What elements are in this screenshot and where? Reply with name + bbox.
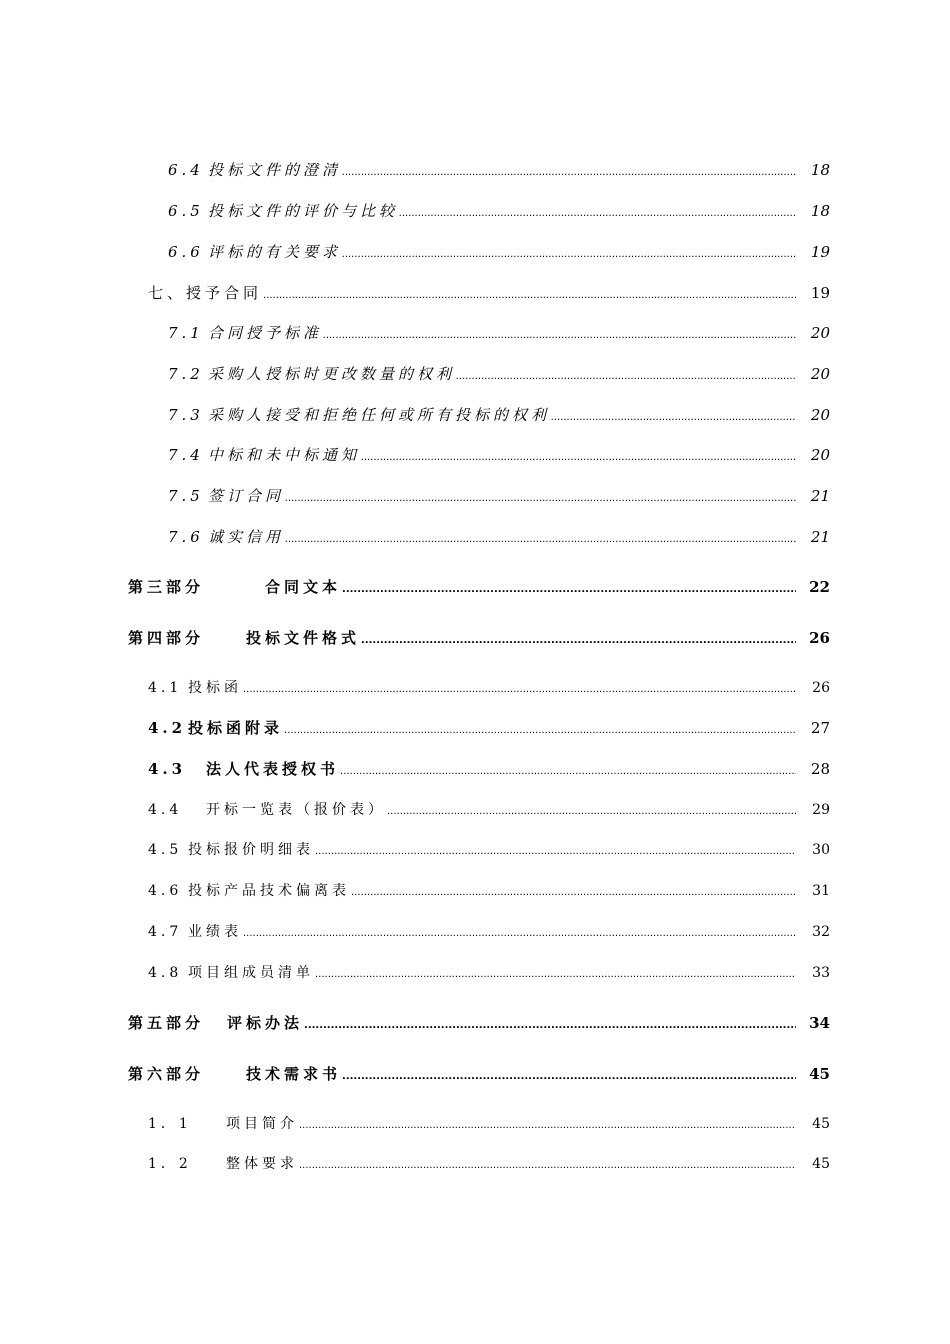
toc-entry-page: 32	[812, 924, 830, 940]
dot-leader	[304, 1014, 796, 1038]
dot-leader	[342, 1065, 796, 1089]
dot-leader	[315, 963, 796, 987]
toc-part-number: 第五部分	[128, 1014, 205, 1032]
dot-leader	[342, 161, 796, 185]
toc-part-title: 合同文本	[265, 578, 342, 596]
toc-entry-number: 4.2	[148, 719, 187, 737]
toc-entry-number: 7.4	[168, 446, 204, 464]
toc-entry-number: 4.4	[148, 802, 183, 818]
toc-entry-page: 20	[810, 365, 830, 383]
toc-entry[interactable]	[148, 676, 830, 700]
toc-entry-page: 20	[810, 406, 830, 424]
toc-part-entry[interactable]	[128, 1062, 830, 1086]
toc-entry-page: 31	[812, 883, 830, 899]
toc-entry-number: 1．2	[148, 1156, 192, 1172]
dot-leader	[299, 1154, 796, 1178]
toc-entry-number: 4.1	[148, 680, 183, 696]
dot-leader	[299, 1114, 796, 1138]
toc-part-page: 26	[809, 629, 830, 647]
toc-entry[interactable]	[168, 443, 830, 467]
toc-part-number: 第三部分	[128, 578, 205, 596]
toc-entry-page: 18	[810, 161, 830, 179]
dot-leader	[323, 324, 796, 348]
toc-entry[interactable]	[148, 838, 830, 862]
toc-entry-page: 21	[810, 528, 830, 546]
toc-entry-number: 4.8	[148, 965, 183, 981]
toc-entry-number: 7.5	[168, 487, 204, 505]
toc-entry-page: 20	[810, 324, 830, 342]
toc-entry-number: 7.6	[168, 528, 204, 546]
toc-entry-title: 采购人授标时更改数量的权利	[208, 365, 456, 383]
dot-leader	[351, 881, 796, 905]
toc-entry-title: 七、授予合同	[148, 284, 263, 302]
toc-entry-title: 整体要求	[226, 1156, 298, 1172]
toc-entry-page: 20	[810, 446, 830, 464]
toc-entry-number: 6.6	[168, 243, 204, 261]
toc-part-title: 技术需求书	[246, 1065, 342, 1083]
toc-part-number: 第四部分	[128, 629, 205, 647]
toc-part-title: 投标文件格式	[246, 629, 361, 647]
toc-entry[interactable]	[168, 321, 830, 345]
toc-entry[interactable]	[148, 961, 830, 985]
toc-entry-title: 投标文件的评价与比较	[208, 202, 399, 220]
toc-entry-title: 项目简介	[226, 1116, 298, 1132]
toc-entry[interactable]	[168, 240, 830, 264]
dot-leader	[456, 365, 796, 389]
toc-entry[interactable]	[148, 716, 830, 740]
toc-entry[interactable]	[148, 757, 830, 781]
toc-entry-title: 合同授予标准	[208, 324, 323, 342]
toc-entry-title: 投标产品技术偏离表	[188, 883, 350, 899]
toc-entry-page: 19	[810, 243, 830, 261]
toc-part-title: 评标办法	[227, 1014, 304, 1032]
toc-entry-number: 7.1	[168, 324, 204, 342]
dot-leader	[342, 243, 796, 267]
dot-leader	[263, 284, 796, 308]
toc-entry-page: 30	[812, 842, 830, 858]
toc-entry-page: 45	[812, 1156, 830, 1172]
toc-entry-page: 18	[810, 202, 830, 220]
toc-entry-title: 签订合同	[208, 487, 285, 505]
dot-leader	[387, 800, 796, 824]
toc-entry-title: 评标的有关要求	[208, 243, 342, 261]
toc-entry[interactable]	[148, 281, 830, 305]
dot-leader	[361, 629, 796, 653]
toc-entry-number: 7.2	[168, 365, 204, 383]
toc-entry[interactable]	[168, 403, 830, 427]
toc-entry[interactable]	[168, 199, 830, 223]
dot-leader	[285, 487, 796, 511]
toc-entry-number: 4.7	[148, 924, 183, 940]
toc-entry-title: 中标和未中标通知	[208, 446, 361, 464]
toc-entry[interactable]	[148, 1152, 830, 1176]
toc-part-entry[interactable]	[128, 1011, 830, 1035]
toc-entry-title: 投标文件的澄清	[208, 161, 342, 179]
toc-entry[interactable]	[168, 158, 830, 182]
dot-leader	[551, 406, 796, 430]
toc-entry[interactable]	[148, 1112, 830, 1136]
toc-entry-page: 21	[810, 487, 830, 505]
toc-entry-number: 1．1	[148, 1116, 192, 1132]
toc-entry-title: 投标函附录	[188, 719, 284, 737]
toc-entry-title: 投标函	[188, 680, 242, 696]
dot-leader	[361, 446, 796, 470]
dot-leader	[342, 578, 796, 602]
toc-entry-number: 4.3	[148, 760, 187, 778]
toc-entry-number: 7.3	[168, 406, 204, 424]
toc-part-page: 34	[809, 1014, 830, 1032]
toc-entry-page: 19	[810, 284, 830, 302]
toc-entry[interactable]	[168, 525, 830, 549]
toc-entry-title: 投标报价明细表	[188, 842, 314, 858]
toc-entry-number: 4.5	[148, 842, 183, 858]
toc-entry-page: 28	[810, 760, 830, 778]
toc-entry-number: 6.5	[168, 202, 204, 220]
toc-part-entry[interactable]	[128, 626, 830, 650]
dot-leader	[340, 760, 796, 784]
dot-leader	[399, 202, 796, 226]
toc-entry-title: 开标一览表（报价表）	[206, 802, 386, 818]
toc-part-entry[interactable]	[128, 575, 830, 599]
toc-part-page: 45	[809, 1065, 830, 1083]
toc-entry-page: 45	[812, 1116, 830, 1132]
dot-leader	[285, 528, 796, 552]
toc-entry[interactable]	[148, 920, 830, 944]
toc-entry-number: 4.6	[148, 883, 183, 899]
toc-entry-title: 法人代表授权书	[206, 760, 340, 778]
toc-entry-number: 6.4	[168, 161, 204, 179]
toc-entry-title: 业绩表	[188, 924, 242, 940]
toc-entry-title: 诚实信用	[208, 528, 285, 546]
toc-entry-title: 采购人接受和拒绝任何或所有投标的权利	[208, 406, 551, 424]
toc-entry[interactable]	[148, 879, 830, 903]
dot-leader	[243, 678, 796, 702]
dot-leader	[243, 922, 796, 946]
toc-entry[interactable]	[168, 362, 830, 386]
dot-leader	[284, 719, 796, 743]
toc-entry-page: 33	[812, 965, 830, 981]
dot-leader	[315, 840, 796, 864]
toc-part-page: 22	[809, 578, 830, 596]
toc-entry[interactable]	[168, 484, 830, 508]
toc-entry[interactable]	[148, 798, 830, 822]
toc-entry-page: 27	[810, 719, 830, 737]
toc-part-number: 第六部分	[128, 1065, 205, 1083]
toc-entry-page: 26	[812, 680, 830, 696]
toc-entry-title: 项目组成员清单	[188, 965, 314, 981]
toc-entry-page: 29	[812, 802, 830, 818]
